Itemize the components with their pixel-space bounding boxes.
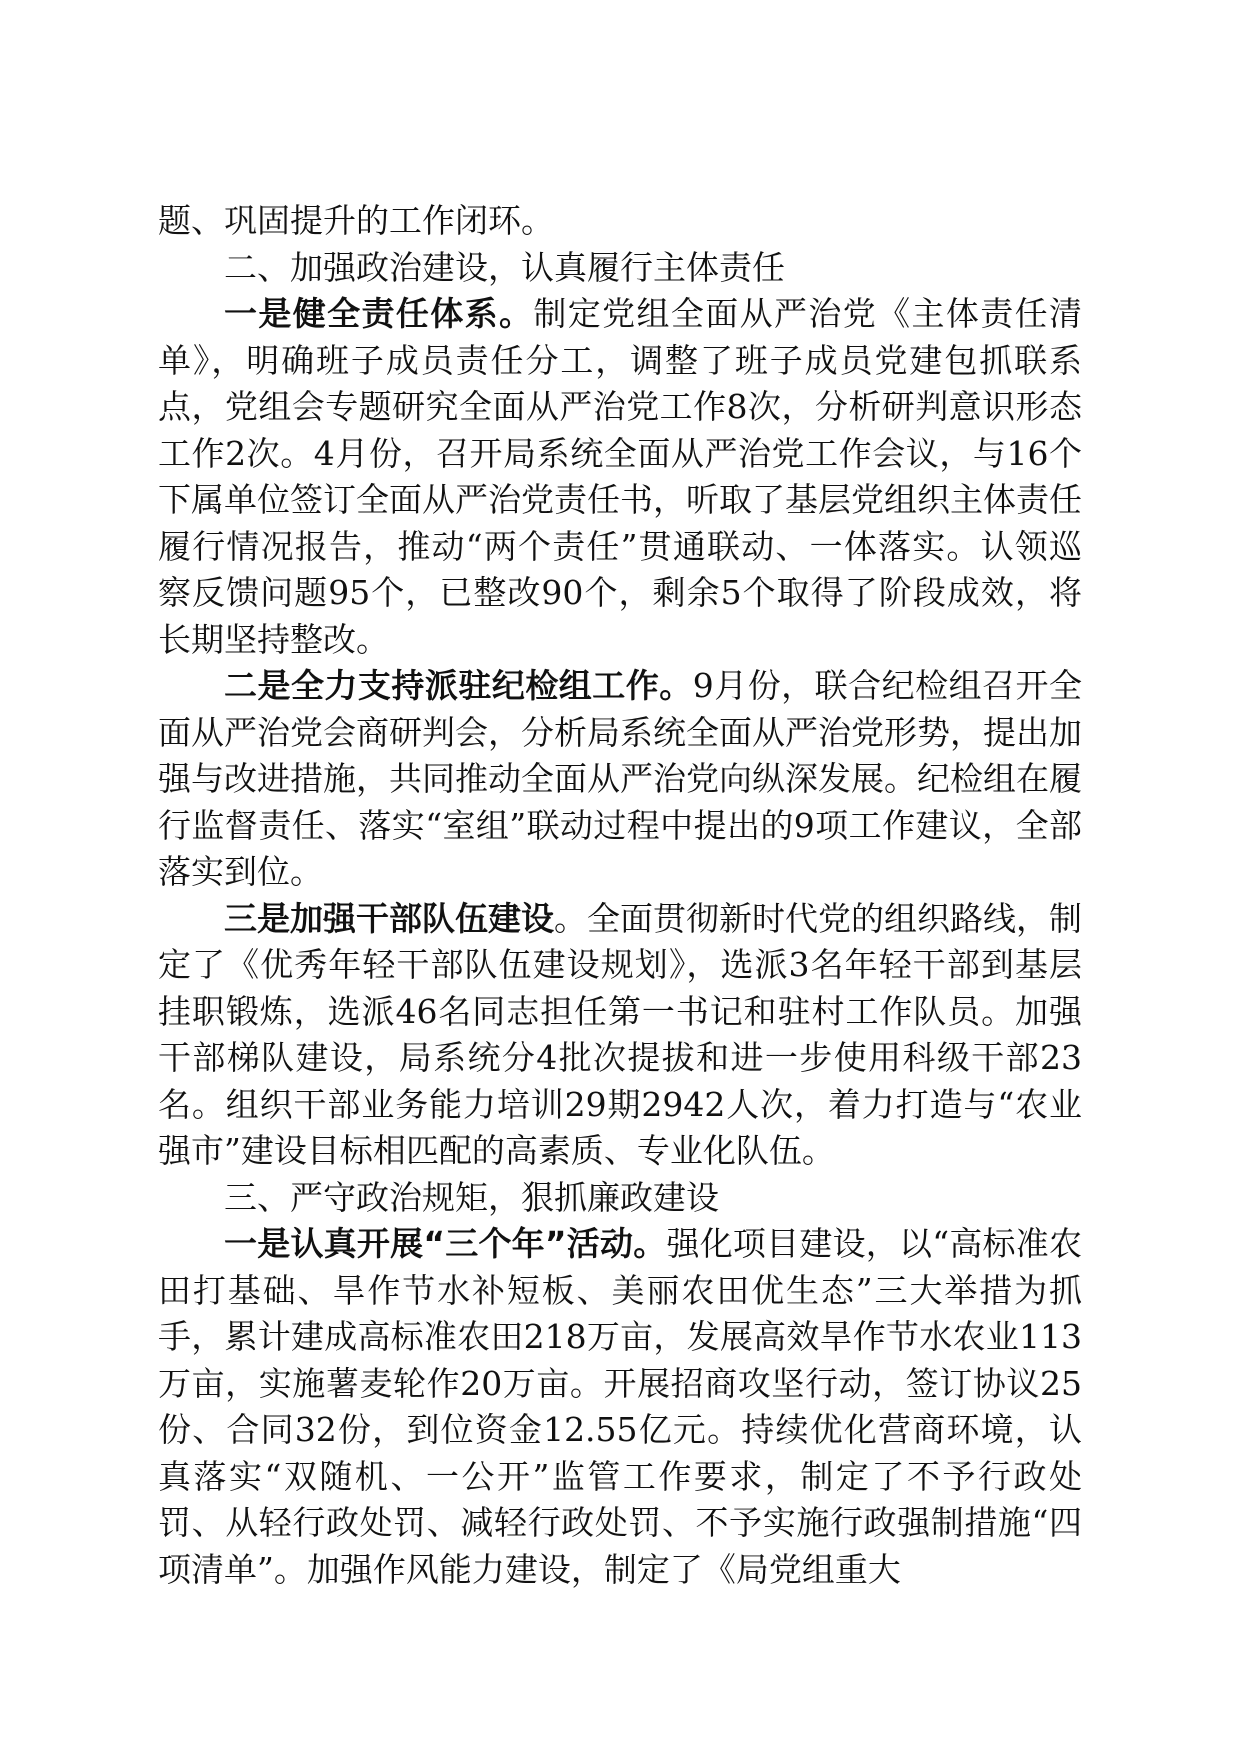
document-page [158, 198, 1082, 1593]
paragraph-responsibility-system [158, 291, 1082, 663]
paragraph-text: 。全面贯彻新时代党的组织路线，制定了《优秀年轻干部队伍建设规划》，选派3名年轻干部到基层挂职锻炼，选派46名同志担任第一书记和驻村工作队员。加强干部梯队建设，局系统分4批次提拔和进一步使用科级干部23名。组织干部业务能力培训29期2942人次，着力打造与“农业强市”建设目标相匹配的高素质、专业化队伍。 [158, 898, 1082, 1170]
paragraph-three-years-activity [158, 1221, 1082, 1593]
paragraph-text: 强化项目建设，以“高标准农田打基础、旱作节水补短板、美丽农田优生态”三大举措为抓手，累计建成高标准农田218万亩，发展高效旱作节水农业113万亩，实施薯麦轮作20万亩。开展招商攻坚行动，签订协议25份、合同32份，到位资金12.55亿元。持续优化营商环境，认真落实“双随机、一公开”监管工作要求，制定了不予行政处罚、从轻行政处罚、减轻行政处罚、不予实施行政强制措施“四项清单”。加强作风能力建设，制定了《局党组重大 [158, 1224, 1082, 1589]
heading-text: 二、加强政治建设，认真履行主体责任 [224, 247, 785, 287]
paragraph-lead: 一是健全责任体系。 [224, 294, 534, 333]
paragraph-text: 制定党组全面从严治党《主体责任清单》，明确班子成员责任分工，调整了班子成员党建包抓联系点，党组会专题研究全面从严治党工作8次，分析研判意识形态工作2次。4月份，召开局系统全面从严治党工作会议，与16个下属单位签订全面从严治党责任书，听取了基层党组织主体责任履行情况报告，推动“两个责任”贯通联动、一体落实。认领巡察反馈问题95个，已整改90个，剩余5个取得了阶段成效，将长期坚持整改。 [158, 294, 1082, 659]
heading-text: 三、严守政治规矩，狠抓廉政建设 [224, 1177, 719, 1217]
continuation-paragraph [158, 198, 1082, 245]
section-heading-3 [158, 1175, 1082, 1222]
paragraph-cadre-team [158, 896, 1082, 1175]
paragraph-discipline-group [158, 663, 1082, 896]
paragraph-lead: 二是全力支持派驻纪检组工作。 [224, 666, 693, 705]
paragraph-lead: 三是加强干部队伍建设 [224, 898, 554, 938]
paragraph-text: 题、巩固提升的工作闭环。 [158, 201, 554, 240]
paragraph-lead: 一是认真开展“三个年”活动。 [224, 1224, 667, 1263]
paragraph-text: 9月份，联合纪检组召开全面从严治党会商研判会，分析局系统全面从严治党形势，提出加强与改进措施，共同推动全面从严治党向纵深发展。纪检组在履行监督责任、落实“室组”联动过程中提出的9项工作建议，全部落实到位。 [158, 666, 1083, 891]
section-heading-2 [158, 245, 1082, 292]
